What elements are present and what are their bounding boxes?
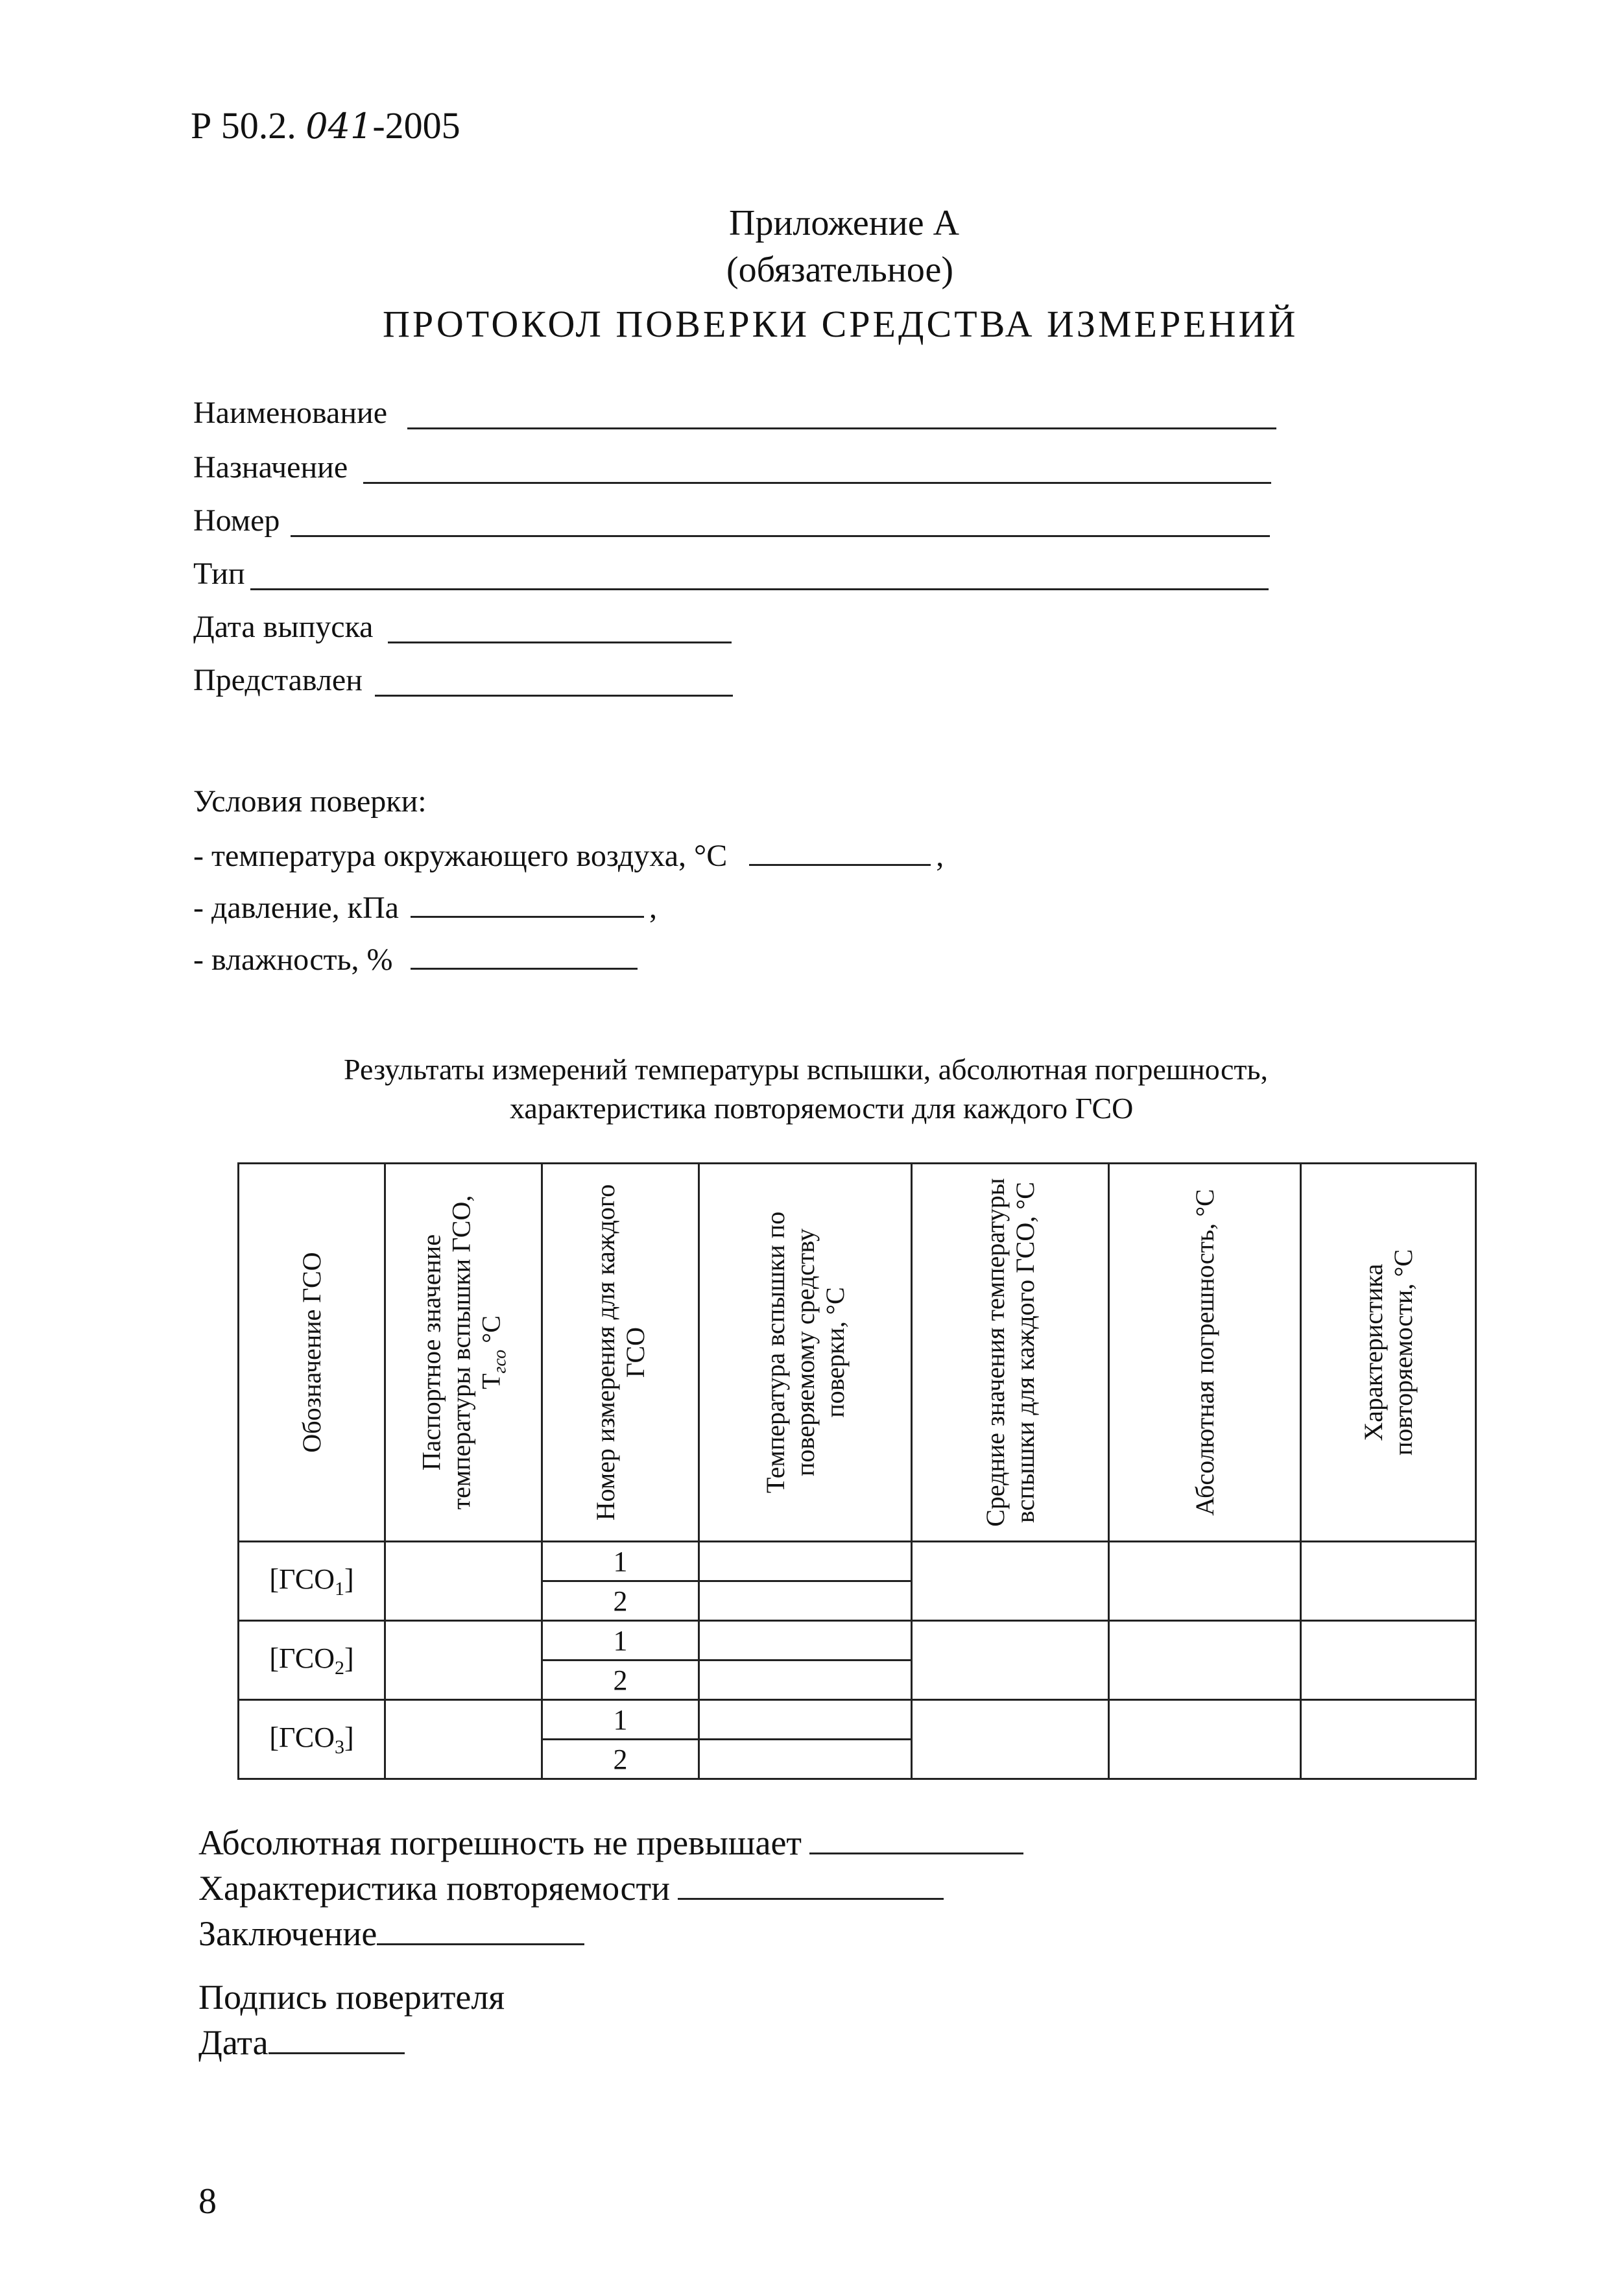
absolute-error-cell[interactable] [1109,1621,1301,1700]
field-number-label: Номер [193,503,280,538]
date-label: Дата [198,2023,269,2062]
field-purpose [193,450,1283,492]
measurement-number-cell: 1 [542,1542,699,1581]
table-header-row [239,1164,1476,1542]
condition-pressure-line[interactable] [411,916,644,918]
measurement-number-cell: 1 [542,1621,699,1661]
col-header-passport: Паспортное значение температуры вспышки ГСО, $Т_{гсо}$ °С [385,1164,542,1542]
flash-temperature-cell[interactable] [699,1581,912,1621]
date-line [198,2022,405,2063]
conditions-title: Условия поверки: [193,784,427,819]
condition-temperature-comma: , [936,839,944,873]
field-name-line[interactable] [407,427,1276,429]
condition-temperature-line[interactable] [749,864,931,866]
field-number-line[interactable] [291,535,1270,537]
doc-code-prefix: Р 50.2. [191,104,296,147]
mean-value-cell[interactable] [912,1621,1109,1700]
condition-temperature-label: - температура окружающего воздуха, °С [193,839,728,873]
col-header-absolute-error: Абсолютная погрешность, °С [1109,1164,1301,1542]
table-row [239,1542,1476,1581]
flash-temperature-cell[interactable] [699,1740,912,1779]
abs-error-label: Абсолютная погрешность не превышает [198,1823,802,1862]
field-submitted-label: Представлен [193,663,363,697]
condition-humidity [193,942,638,977]
condition-pressure [193,890,657,926]
conclusion-line [198,1913,584,1954]
col-header-measurement-number: Номер измерения для каждого ГСО [542,1164,699,1542]
repeatability-cell[interactable] [1301,1542,1476,1621]
results-title-line1: Результаты измерений температуры вспышки, абсолютная погрешность, [344,1053,1268,1086]
conclusion-label: Заключение [198,1914,377,1953]
repeatability-cell[interactable] [1301,1700,1476,1779]
field-type-line[interactable] [250,588,1269,590]
gso-cell: $[ГСО_2]$ [239,1621,385,1700]
gso-cell: $[ГСО_3]$ [239,1700,385,1779]
measurement-number-cell: 2 [542,1740,699,1779]
repeatability-blank[interactable] [678,1898,944,1900]
condition-pressure-comma: , [649,891,657,925]
field-release-date-line[interactable] [388,641,732,643]
absolute-error-cell[interactable] [1109,1542,1301,1621]
measurement-number-cell: 2 [542,1581,699,1621]
field-release-date [193,610,1283,651]
annex-subtitle: (обязательное) [726,250,953,290]
annex-title: Приложение А [729,203,960,243]
doc-code-suffix: -2005 [372,104,460,147]
mean-value-cell[interactable] [912,1700,1109,1779]
repeatability-cell[interactable] [1301,1621,1476,1700]
abs-error-line [198,1823,1023,1863]
condition-temperature [193,838,944,874]
passport-cell[interactable] [385,1542,542,1621]
table-row [239,1700,1476,1740]
field-type-label: Тип [193,557,245,591]
field-release-date-label: Дата выпуска [193,610,374,644]
condition-humidity-line[interactable] [411,968,638,970]
doc-code-handwritten: 041 [305,106,373,147]
col-header-flash-temperature: Температура вспышки по поверяемому средству поверки, °С [699,1164,912,1542]
document-code [191,104,460,147]
abs-error-blank[interactable] [809,1852,1023,1854]
col-header-gso: Обозначение ГСО [239,1164,385,1542]
condition-humidity-label: - влажность, % [193,942,393,977]
field-purpose-line[interactable] [363,482,1271,484]
passport-cell[interactable] [385,1700,542,1779]
field-purpose-label: Назначение [193,450,348,485]
field-name [193,396,1283,437]
flash-temperature-cell[interactable] [699,1542,912,1581]
mean-value-cell[interactable] [912,1542,1109,1621]
measurement-number-cell: 2 [542,1661,699,1700]
measurement-number-cell: 1 [542,1700,699,1740]
page-title: ПРОТОКОЛ ПОВЕРКИ СРЕДСТВА ИЗМЕРЕНИЙ [383,303,1298,345]
table-row [239,1621,1476,1661]
signature-label: Подпись поверителя [198,1978,505,2017]
repeatability-label: Характеристика повторяемости [198,1869,670,1908]
flash-temperature-cell[interactable] [699,1661,912,1700]
page-number: 8 [198,2181,217,2222]
gso-cell: $[ГСО_1]$ [239,1542,385,1621]
absolute-error-cell[interactable] [1109,1700,1301,1779]
field-submitted [193,663,1283,704]
repeatability-line [198,1868,944,1908]
condition-pressure-label: - давление, кПа [193,891,399,925]
flash-temperature-cell[interactable] [699,1621,912,1661]
field-number [193,503,1283,545]
col-header-repeatability: Характеристика повторяемости, °С [1301,1164,1476,1542]
results-title-line2: характеристика повторяемости для каждого ГСО [510,1092,1134,1125]
date-blank[interactable] [269,2052,405,2054]
field-name-label: Наименование [193,396,388,430]
conclusion-blank[interactable] [377,1943,584,1945]
passport-cell[interactable] [385,1621,542,1700]
flash-temperature-cell[interactable] [699,1700,912,1740]
field-submitted-line[interactable] [375,695,733,697]
field-type [193,557,1283,598]
col-header-mean-values: Средние значения температуры вспышки для каждого ГСО, °С [912,1164,1109,1542]
results-table [237,1162,1477,1780]
